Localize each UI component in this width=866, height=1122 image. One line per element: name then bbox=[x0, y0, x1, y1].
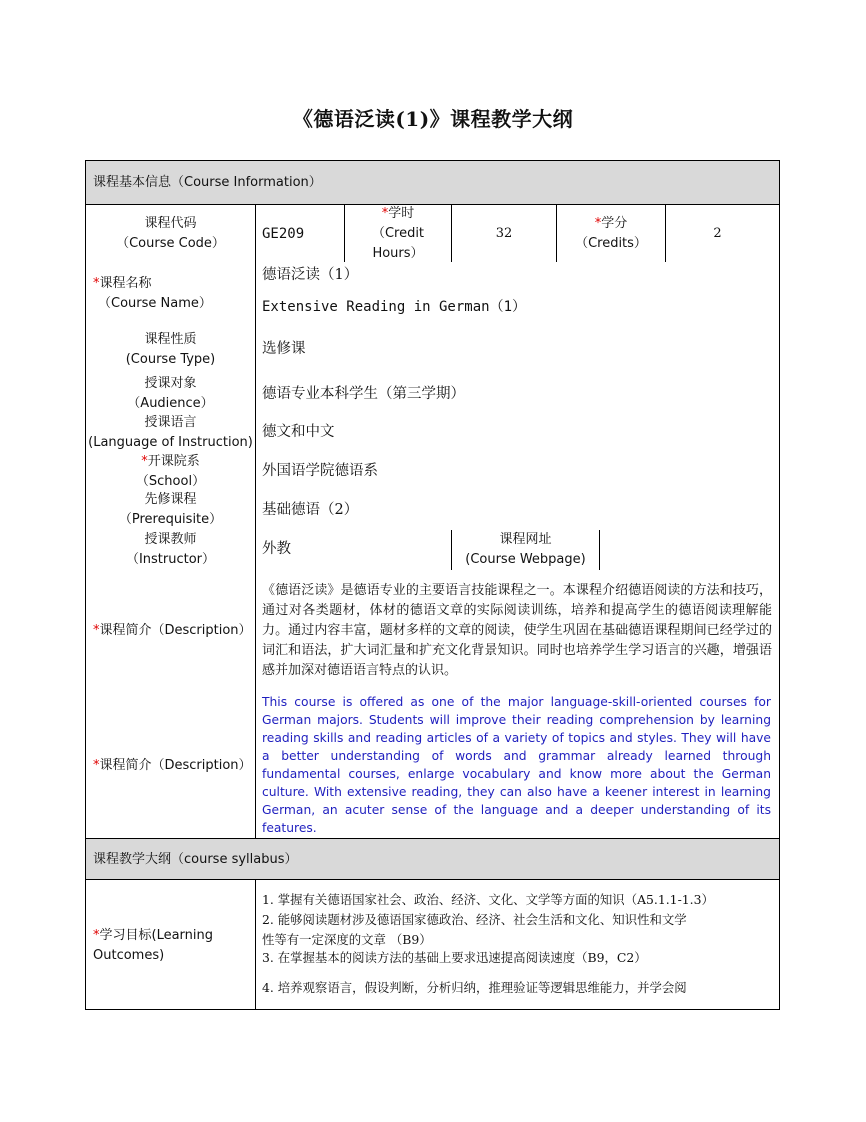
table-border bbox=[255, 879, 256, 1009]
course-type-label: 课程性质 (Course Type) bbox=[125, 332, 216, 367]
course-name-en: Extensive Reading in German（1） bbox=[262, 299, 527, 315]
page-title: 《德语泛读(1)》课程教学大纲 bbox=[292, 107, 574, 131]
course-code-value: GE209 bbox=[262, 226, 305, 242]
outcome-item: 性等有一定深度的文章 （B9） bbox=[262, 932, 432, 947]
table-border bbox=[85, 1009, 780, 1010]
audience-label: 授课对象 （Audience） bbox=[127, 376, 214, 411]
credit-hours-label: *学时 （Credit Hours） bbox=[371, 206, 425, 261]
table-border bbox=[85, 160, 86, 1010]
credits-value: 2 bbox=[713, 226, 722, 241]
table-border bbox=[85, 160, 780, 161]
school-value: 外国语学院德语系 bbox=[262, 463, 378, 479]
outcome-item: 1. 掌握有关德语国家社会、政治、经济、文化、文学等方面的知识（A5.1.1-1.3） bbox=[262, 892, 714, 907]
audience-value: 德语专业本科学生（第三学期） bbox=[262, 386, 465, 402]
course-name-label: *课程名称 （Course Name） bbox=[93, 276, 212, 311]
school-label: *开课院系 （School） bbox=[135, 454, 206, 489]
language-value: 德文和中文 bbox=[262, 424, 335, 440]
course-type-value: 选修课 bbox=[262, 341, 306, 357]
instructor-label: 授课教师 （Instructor） bbox=[125, 532, 216, 567]
description-text-en: This course is offered as one of the major language-skill-oriented courses for German majors. Students will improve their reading comprehension by learning reading skills and reading articles of a variety of topics and styles. They will have a better understanding of words and grammar already learned through fundamental courses, enlarge vocabulary and know more about the German culture. With extensive reading, they can also have a keener interest in learning German, an acuter sense of the language and a deeper understanding of its features. bbox=[262, 695, 771, 835]
section-title-course-information: 课程基本信息（Course Information） bbox=[93, 175, 322, 190]
course-webpage-label: 课程网址 (Course Webpage) bbox=[465, 532, 586, 567]
table-border bbox=[85, 879, 780, 880]
course-name-cn: 德语泛读（1） bbox=[262, 267, 359, 283]
instructor-value: 外教 bbox=[262, 541, 291, 557]
course-code-label: 课程代码 （Course Code） bbox=[116, 216, 225, 251]
description-label-cn: *课程简介（Description） bbox=[93, 623, 252, 638]
credits-label: *学分 （Credits） bbox=[575, 216, 647, 251]
prerequisite-label: 先修课程 （Prerequisite） bbox=[118, 492, 223, 527]
description-text-cn: 《德语泛读》是德语专业的主要语言技能课程之一。本课程介绍德语阅读的方法和技巧，通过对各类题材，体材的德语文章的实际阅读训练，培养和提高学生的德语阅读理解能力。通过内容丰富，题材多样的文章的阅读，使学生巩固在基础德语课程期间已经学过的词汇和语法，扩大词汇量和扩充文化背景知识。同时也培养学生学习语言的兴趣，增强语感并加深对德语语言特点的认识。 bbox=[262, 583, 772, 678]
table-border bbox=[779, 160, 780, 1010]
table-border bbox=[85, 838, 780, 839]
outcome-item: 2. 能够阅读题材涉及德语国家德政治、经济、社会生活和文化、知识性和文学 bbox=[262, 912, 687, 927]
description-label-en: *课程简介（Description） bbox=[93, 758, 252, 773]
table-border bbox=[599, 530, 600, 570]
prerequisite-value: 基础德语（2） bbox=[262, 502, 359, 518]
section-title-course-syllabus: 课程教学大纲（course syllabus） bbox=[93, 852, 298, 867]
learning-outcomes-label: *学习目标(Learning Outcomes) bbox=[93, 928, 214, 963]
outcome-item: 4. 培养观察语言，假设判断，分析归纳，推理验证等逻辑思维能力，并学会阅 bbox=[262, 980, 687, 995]
language-label: 授课语言 (Language of Instruction) bbox=[88, 415, 253, 450]
credit-hours-value: 32 bbox=[495, 226, 513, 241]
table-border bbox=[255, 204, 256, 838]
outcome-item: 3. 在掌握基本的阅读方法的基础上要求迅速提高阅读速度（B9，C2） bbox=[262, 950, 647, 965]
